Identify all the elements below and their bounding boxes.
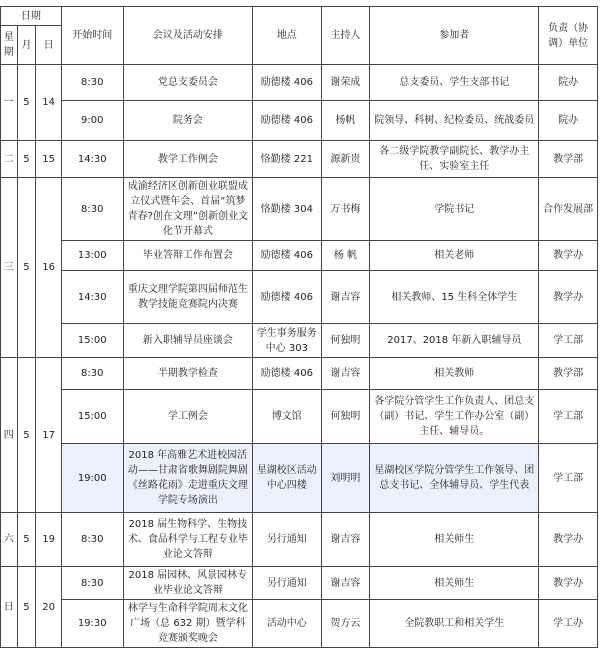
- host-cell: 杨 帆: [321, 241, 370, 271]
- host-cell: 杨帆: [321, 101, 370, 141]
- participants-cell: 总支委员、学生支部书记: [370, 65, 539, 101]
- header-participants: 参加者: [370, 7, 539, 65]
- agenda-cell: 2018 年高雅艺术进校园活动——甘肃省歌舞剧院舞剧《丝路花雨》走进重庆文理学院专场演出: [123, 444, 252, 513]
- month-cell: 5: [17, 141, 36, 178]
- table-row: [1, 567, 598, 600]
- header-day: 日: [36, 26, 61, 65]
- time-cell: 9:00: [61, 101, 123, 141]
- header-host: 主持人: [321, 7, 370, 65]
- header-location: 地点: [253, 7, 322, 65]
- participants-cell: 相关教师、15 生科全体学生: [370, 271, 539, 324]
- agenda-cell: 党总支委员会: [123, 65, 252, 101]
- agenda-cell: 林学与生命科学院周末文化广场（总 632 期）暨学科竞赛颁奖晚会: [123, 600, 252, 648]
- host-cell: 源新贵: [321, 141, 370, 178]
- table-row: [1, 141, 598, 178]
- host-cell: 何独明: [321, 324, 370, 358]
- time-cell: 8:30: [61, 358, 123, 390]
- table-row: [1, 178, 598, 241]
- host-cell: 万书梅: [321, 178, 370, 241]
- location-cell: 学生事务服务中心 303: [253, 324, 322, 358]
- location-cell: 恪勤楼 221: [253, 141, 322, 178]
- location-cell: 博文馆: [253, 390, 322, 444]
- participants-cell: 星湖校区学院分管学生工作领导、团总支书记、全体辅导员、学生代表: [370, 444, 539, 513]
- header-start-time: 开始时间: [61, 7, 123, 65]
- header-month: 月: [17, 26, 36, 65]
- weekday-cell: 一: [1, 65, 18, 141]
- weekday-cell: 二: [1, 141, 18, 178]
- host-cell: 谢吉容: [321, 513, 370, 567]
- weekday-cell: 四: [1, 358, 18, 513]
- location-cell: 另行通知: [253, 513, 322, 567]
- time-cell: 8:30: [61, 567, 123, 600]
- location-cell: 另行通知: [253, 567, 322, 600]
- month-cell: 5: [17, 513, 36, 567]
- host-cell: 刘明明: [321, 444, 370, 513]
- agenda-cell: 学工例会: [123, 390, 252, 444]
- location-cell: 励德楼 406: [253, 358, 322, 390]
- participants-cell: 相关老师: [370, 241, 539, 271]
- table-row: [1, 358, 598, 390]
- participants-cell: 各学院分管学生工作负责人、团总支（副）书记、学生工作办公室（副）主任、辅导员。: [370, 390, 539, 444]
- time-cell: 8:30: [61, 178, 123, 241]
- host-cell: 谢吉容: [321, 358, 370, 390]
- unit-cell: 教学办: [539, 513, 598, 567]
- time-cell: 15:00: [61, 324, 123, 358]
- host-cell: 谢荣成: [321, 65, 370, 101]
- unit-cell: 院办: [539, 101, 598, 141]
- unit-cell: 教学办: [539, 241, 598, 271]
- header-responsible: 负责（协调）单位: [539, 7, 598, 65]
- table-row: [1, 390, 598, 444]
- host-cell: 谢吉容: [321, 567, 370, 600]
- location-cell: 星湖校区活动中心四楼: [253, 444, 322, 513]
- header-weekday: 星期: [1, 26, 18, 65]
- weekday-cell: 六: [1, 513, 18, 567]
- agenda-cell: 2018 届园林、风景园林专业毕业论文答辩: [123, 567, 252, 600]
- unit-cell: 院办: [539, 65, 598, 101]
- host-cell: 贺方云: [321, 600, 370, 648]
- time-cell: 15:00: [61, 390, 123, 444]
- unit-cell: 合作发展部: [539, 178, 598, 241]
- time-cell: 19:30: [61, 600, 123, 648]
- participants-cell: 各二级学院教学副院长、教学办主任、实验室主任: [370, 141, 539, 178]
- header-agenda: 会议及活动安排: [123, 7, 252, 65]
- participants-cell: 相关师生: [370, 513, 539, 567]
- agenda-cell: 半期教学检查: [123, 358, 252, 390]
- time-cell: 13:00: [61, 241, 123, 271]
- day-cell: 17: [36, 358, 61, 513]
- header-row-1: [1, 7, 598, 26]
- host-cell: 谢吉容: [321, 271, 370, 324]
- location-cell: 恪勤楼 304: [253, 178, 322, 241]
- unit-cell: 教学部: [539, 141, 598, 178]
- agenda-cell: 2018 届生物科学、生物技术、食品科学与工程专业毕业论文答辩: [123, 513, 252, 567]
- table-row: [1, 324, 598, 358]
- month-cell: 5: [17, 178, 36, 358]
- table-row-highlighted: [1, 444, 598, 513]
- table-row: [1, 241, 598, 271]
- time-cell: 19:00: [61, 444, 123, 513]
- unit-cell: 学工部: [539, 390, 598, 444]
- unit-cell: 学工办: [539, 600, 598, 648]
- month-cell: 5: [17, 358, 36, 513]
- time-cell: 8:30: [61, 65, 123, 101]
- location-cell: 活动中心: [253, 600, 322, 648]
- unit-cell: 学工部: [539, 324, 598, 358]
- unit-cell: 学工部: [539, 444, 598, 513]
- unit-cell: 教学办: [539, 271, 598, 324]
- unit-cell: 教学办: [539, 567, 598, 600]
- location-cell: 励德楼 406: [253, 101, 322, 141]
- unit-cell: 教学部: [539, 358, 598, 390]
- location-cell: 励德楼 406: [253, 271, 322, 324]
- day-cell: 20: [36, 567, 61, 648]
- agenda-cell: 教学工作例会: [123, 141, 252, 178]
- day-cell: 14: [36, 65, 61, 141]
- participants-cell: 相关教师: [370, 358, 539, 390]
- time-cell: 14:30: [61, 271, 123, 324]
- table-row: [1, 65, 598, 101]
- day-cell: 15: [36, 141, 61, 178]
- day-cell: 19: [36, 513, 61, 567]
- location-cell: 励德楼 406: [253, 65, 322, 101]
- participants-cell: 院领导、科树、纪检委员、统战委员: [370, 101, 539, 141]
- table-row: [1, 271, 598, 324]
- location-cell: 励德楼 406: [253, 241, 322, 271]
- participants-cell: 全院教职工和相关学生: [370, 600, 539, 648]
- agenda-cell: 院务会: [123, 101, 252, 141]
- time-cell: 8:30: [61, 513, 123, 567]
- schedule-table: [0, 6, 598, 648]
- agenda-cell: 重庆文理学院第四届师范生教学技能竞赛院内决赛: [123, 271, 252, 324]
- host-cell: 何独明: [321, 390, 370, 444]
- table-row: [1, 600, 598, 648]
- participants-cell: 2017、2018 年新入职辅导员: [370, 324, 539, 358]
- header-date: 日期: [1, 7, 62, 26]
- weekday-cell: 日: [1, 567, 18, 648]
- table-row: [1, 101, 598, 141]
- agenda-cell: 新入职辅导员座谈会: [123, 324, 252, 358]
- participants-cell: 相关师生: [370, 567, 539, 600]
- day-cell: 16: [36, 178, 61, 358]
- agenda-cell: 毕业答辩工作布置会: [123, 241, 252, 271]
- table-row: [1, 513, 598, 567]
- month-cell: 5: [17, 65, 36, 141]
- participants-cell: 学院书记: [370, 178, 539, 241]
- agenda-cell: 成渝经济区创新创业联盟成立仪式暨年会、首届“筑梦青春?创在文理”创新创业文化节开幕式: [123, 178, 252, 241]
- month-cell: 5: [17, 567, 36, 648]
- time-cell: 14:30: [61, 141, 123, 178]
- weekday-cell: 三: [1, 178, 18, 358]
